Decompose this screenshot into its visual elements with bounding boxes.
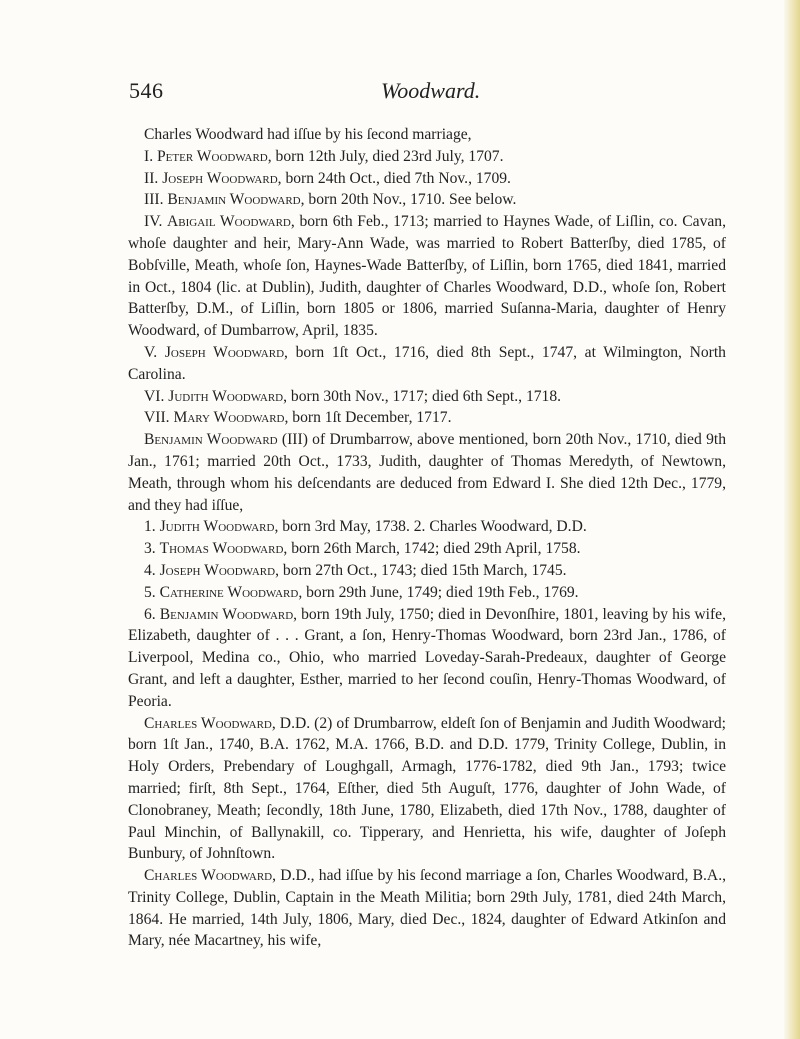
person-name: Joseph Woodward: [162, 169, 278, 187]
page-header: [129, 78, 709, 108]
person-name: Benjamin Woodward: [159, 605, 294, 623]
paragraph: 3. Thomas Woodward, born 26th March, 1742; died 29th April, 1758.: [144, 540, 581, 558]
person-name: Benjamin Woodward: [167, 191, 301, 209]
person-name: Joseph Woodward: [159, 561, 276, 579]
paragraph: III. Benjamin Woodward, born 20th Nov., 1710. See below.: [144, 191, 517, 209]
person-name: Charles Woodward: [144, 714, 272, 732]
paragraph: II. Joseph Woodward, born 24th Oct., died 7th Nov., 1709.: [144, 169, 511, 187]
running-title: Woodward.: [381, 78, 481, 103]
person-name: Joseph Woodward: [164, 343, 285, 361]
page-edge: [784, 0, 800, 1039]
paragraph: VI. Judith Woodward, born 30th Nov., 1717; died 6th Sept., 1718.: [144, 387, 562, 405]
person-name: Peter Woodward: [157, 147, 268, 165]
page-number: 546: [129, 78, 164, 103]
paragraph: I. Peter Woodward, born 12th July, died 23rd July, 1707.: [144, 147, 504, 165]
paragraph: Benjamin Woodward (III) of Drumbarrow, above mentioned, born 20th Nov., 1710, died 9th Jan., 1761; married 20th Oct., 1733, Judith, daughter of Thomas Meredyth, of Newtown, Meath, through whom his deſcendants are deduced from Edward I. She died 12th Dec., 1779, and they had iſſue,: [128, 431, 726, 514]
person-name: Judith Woodward: [159, 518, 275, 536]
paragraph: Charles Woodward, D.D., had iſſue by his ſecond marriage a ſon, Charles Woodward, B.A., Trinity College, Dublin, Captain in the Meath Militia; born 29th July, 1781, died 24th March, 1864. He married, 14th July, 1806, Mary, died Dec., 1824, daughter of Edward Atkinſon and Mary, née Macartney, his wife,: [128, 867, 726, 950]
paragraph: V. Joseph Woodward, born 1ſt Oct., 1716, died 8th Sept., 1747, at Wilmington, North Carolina.: [128, 343, 726, 383]
paragraph: VII. Mary Woodward, born 1ſt December, 1717.: [144, 409, 452, 427]
person-name: Mary Woodward: [173, 409, 285, 427]
person-name: Charles Woodward: [144, 867, 273, 885]
person-name: Benjamin Woodward: [144, 431, 278, 449]
paragraph: Charles Woodward, D.D. (2) of Drumbarrow, eldeſt ſon of Benjamin and Judith Woodward; born 1ſt Jan., 1740, B.A. 1762, M.A. 1766, B.D. and D.D. 1779, Trinity College, Dublin, in Holy Orders, Prebendary of Loughgall, Armagh, 1776-1782, died 9th Jan., 1793; twice married; firſt, 8th Sept., 1764, Eſther, died 5th Auguſt, 1776, daughter of John Wade, of Clonobraney, Meath; ſecondly, 18th June, 1780, Elizabeth, died 17th Nov., 1788, daughter of Paul Minchin, of Ballynakill, co. Tipperary, and Henrietta, his wife, daughter of Joſeph Bunbury, of Johnſtown.: [128, 714, 726, 863]
person-name: Catherine Woodward: [159, 583, 299, 601]
person-name: Judith Woodward: [168, 387, 284, 405]
paragraph: Charles Woodward had iſſue by his ſecond marriage,: [144, 126, 472, 143]
person-name: Abigail Woodward: [167, 213, 291, 231]
paragraph: 4. Joseph Woodward, born 27th Oct., 1743; died 15th March, 1745.: [144, 561, 567, 579]
body-text: [128, 124, 726, 952]
person-name: Thomas Woodward: [159, 540, 284, 558]
paragraph: IV. Abigail Woodward, born 6th Feb., 1713; married to Haynes Wade, of Liſlin, co. Cavan, whoſe daughter and heir, Mary-Ann Wade, was married to Robert Batterſby, died 1785, of Bobſville, Meath, whoſe ſon, Haynes-Wade Batterſby, of Liſlin, born 1765, died 1841, married in Oct., 1804 (lic. at Dublin), Judith, daughter of Charles Woodward, D.D., whoſe ſon, Robert Batterſby, D.M., of Liſlin, born 1805 or 1806, married Suſanna-Maria, daughter of Henry Woodward, of Dumbarrow, April, 1835.: [128, 213, 726, 340]
paragraph: 6. Benjamin Woodward, born 19th July, 1750; died in Devonſhire, 1801, leaving by his wife, Elizabeth, daughter of . . . Grant, a ſon, Henry-Thomas Woodward, born 23rd Jan., 1786, of Liverpool, Medina co., Ohio, who married Loveday-Sarah-Predeaux, daughter of George Grant, and left a daughter, Esther, married to her ſecond couſin, Henry-Thomas Woodward, of Peoria.: [128, 605, 726, 710]
paragraph: 5. Catherine Woodward, born 29th June, 1749; died 19th Feb., 1769.: [144, 583, 579, 601]
paragraph: 1. Judith Woodward, born 3rd May, 1738. 2. Charles Woodward, D.D.: [144, 518, 587, 536]
